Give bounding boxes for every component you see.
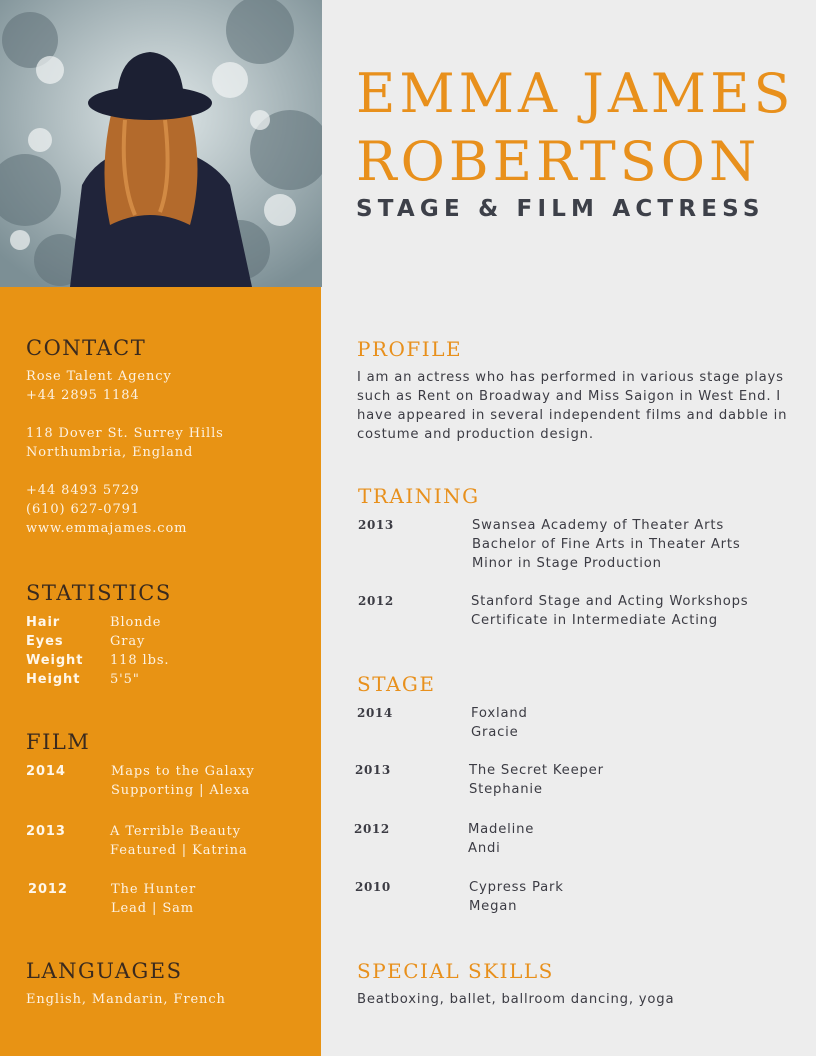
languages-list: English, Mandarin, French [26, 992, 226, 1007]
stat-value: 118 lbs. [110, 653, 170, 668]
address-block [26, 424, 224, 462]
film-year: 2014 [26, 764, 66, 779]
film-entry [110, 822, 248, 860]
stage-role: Andi [468, 841, 501, 856]
film-entry [111, 762, 255, 800]
stage-year: 2012 [354, 822, 390, 836]
stage-entry [471, 704, 528, 742]
statistics-keys [26, 613, 83, 689]
film-year: 2013 [26, 824, 66, 839]
stage-title: Foxland [471, 706, 528, 721]
training-line: Stanford Stage and Acting Workshops [471, 594, 749, 609]
contact-heading: CONTACT [26, 336, 147, 360]
profile-line: have appeared in several independent films and dabble in [357, 408, 788, 423]
training-heading: TRAINING [358, 484, 480, 508]
training-line: Swansea Academy of Theater Arts [472, 518, 724, 533]
training-line: Bachelor of Fine Arts in Theater Arts [472, 537, 741, 552]
stat-key: Weight [26, 653, 84, 668]
training-year: 2012 [358, 594, 394, 608]
film-role: Featured | Katrina [110, 843, 248, 858]
agency-name: Rose Talent Agency [26, 369, 172, 384]
film-entry [111, 880, 196, 918]
skills-list: Beatboxing, ballet, ballroom dancing, yoga [357, 992, 675, 1007]
website-link[interactable]: www.emmajames.com [26, 521, 188, 536]
job-title: STAGE & FILM ACTRESS [356, 196, 765, 222]
stage-role: Gracie [471, 725, 519, 740]
film-role: Lead | Sam [111, 901, 195, 916]
profile-line: I am an actress who has performed in various stage plays [357, 370, 784, 385]
skills-heading: SPECIAL SKILLS [357, 959, 554, 983]
agency-phone: +44 2895 1184 [26, 388, 140, 403]
statistics-heading: STATISTICS [26, 581, 172, 605]
stage-year: 2010 [355, 880, 391, 894]
film-heading: FILM [26, 730, 91, 754]
address-line-2: Northumbria, England [26, 445, 194, 460]
contact-block [26, 367, 172, 405]
profile-line: costume and production design. [357, 427, 594, 442]
phone-web-block [26, 481, 187, 538]
training-year: 2013 [358, 518, 394, 532]
stat-value: Gray [110, 634, 146, 649]
name-line-2: ROBERTSON [356, 130, 761, 193]
stage-title: Cypress Park [469, 880, 564, 895]
stage-heading: STAGE [357, 672, 436, 696]
stage-role: Megan [469, 899, 518, 914]
stage-year: 2013 [355, 763, 391, 777]
stage-role: Stephanie [469, 782, 543, 797]
stage-title: Madeline [468, 822, 535, 837]
photo-illustration [0, 0, 322, 287]
profile-heading: PROFILE [357, 337, 463, 361]
stat-value: Blonde [110, 615, 162, 630]
profile-photo [0, 0, 322, 287]
stage-entry [469, 761, 604, 799]
film-title: The Hunter [111, 882, 197, 897]
name-heading [356, 60, 806, 196]
stat-key: Hair [26, 615, 61, 630]
stage-entry [468, 820, 534, 858]
address-line-1: 118 Dover St. Surrey Hills [26, 426, 224, 441]
stat-key: Height [26, 672, 81, 687]
training-line: Minor in Stage Production [472, 556, 662, 571]
film-year: 2012 [28, 882, 68, 897]
stage-entry [469, 878, 564, 916]
phone-2: (610) 627-0791 [26, 502, 140, 517]
name-line-1: EMMA JAMES [356, 62, 795, 125]
film-title: A Terrible Beauty [110, 824, 242, 839]
statistics-values [110, 613, 169, 689]
film-role: Supporting | Alexa [111, 783, 251, 798]
phone-1: +44 8493 5729 [26, 483, 140, 498]
stat-key: Eyes [26, 634, 64, 649]
languages-heading: LANGUAGES [26, 959, 183, 983]
stat-value: 5'5" [110, 672, 140, 687]
film-title: Maps to the Galaxy [111, 764, 255, 779]
profile-text [357, 368, 787, 444]
profile-line: such as Rent on Broadway and Miss Saigon in West End. I [357, 389, 782, 404]
stage-year: 2014 [357, 706, 393, 720]
stage-title: The Secret Keeper [469, 763, 604, 778]
training-line: Certificate in Intermediate Acting [471, 613, 718, 628]
training-entry [472, 516, 741, 573]
training-entry [471, 592, 748, 630]
